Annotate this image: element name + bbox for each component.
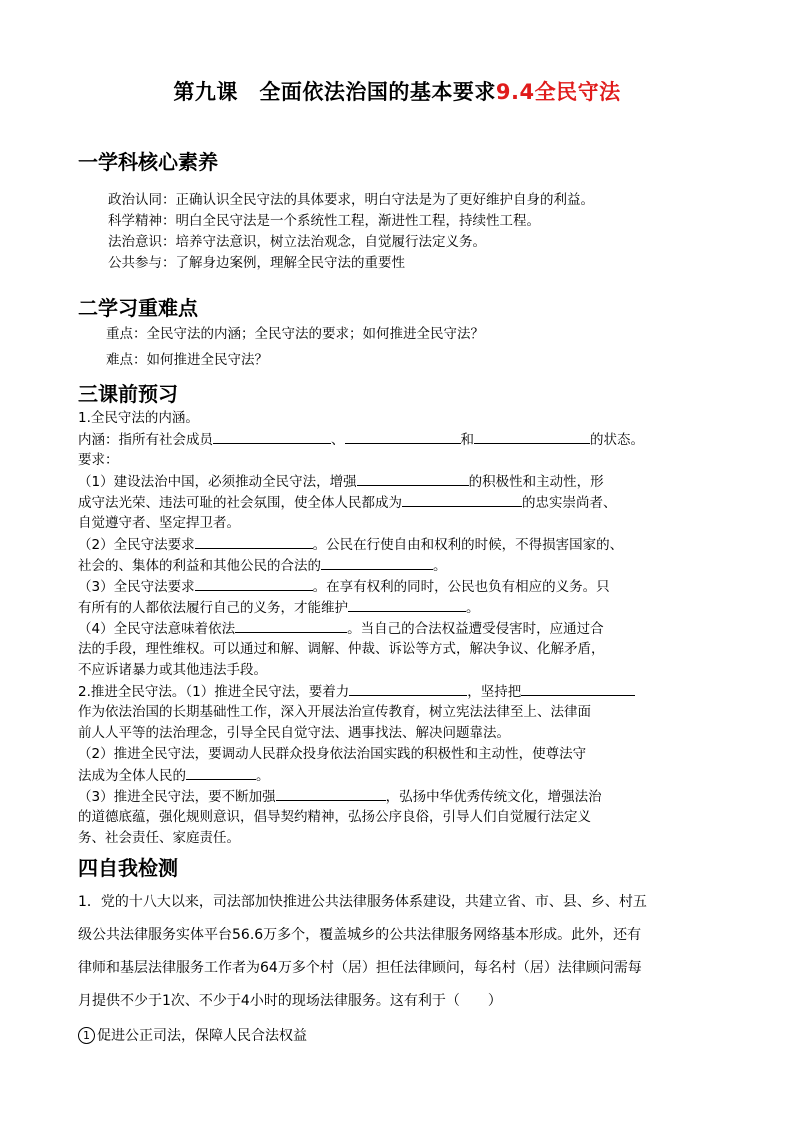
q1-definition: 内涵：指所有社会成员 、 和 的状态。 bbox=[78, 429, 644, 451]
difficult-points: 难点：如何推进全民守法？ bbox=[106, 352, 268, 368]
q2-line: 前人人平等的法治理念，引导全民自觉守法、遇事找法、解决问题靠法。 bbox=[78, 725, 510, 741]
requirement-3: （3）全民守法要求 。在享有权利的同时，公民也负有相应的义务。只 bbox=[78, 576, 610, 598]
key-points: 重点：全民守法的内涵；全民守法的要求；如何推进全民守法？ bbox=[106, 326, 484, 342]
section1-heading: 一学科核心素养 bbox=[78, 150, 218, 174]
circled-number-1: 1 bbox=[78, 1027, 95, 1044]
q2-line: 的道德底蕴，强化规则意识，倡导契约精神，弘扬公序良俗，引导人们自觉履行法定义 bbox=[78, 809, 591, 825]
question-line: 律师和基层法律服务工作者为64万多个村（居）担任法律顾问，每名村（居）法律顾问需每 bbox=[78, 960, 642, 976]
fill-blank[interactable] bbox=[357, 471, 469, 486]
fill-blank[interactable] bbox=[213, 429, 331, 444]
title-main: 第九课 全面依法治国的基本要求 bbox=[173, 80, 496, 104]
q2-line: （3）推进全民守法，要不断加强 ，弘扬中华优秀传统文化，增强法治 bbox=[78, 786, 602, 808]
requirement-4-end: 不应诉诸暴力或其他违法手段。 bbox=[78, 662, 267, 678]
fill-blank[interactable] bbox=[521, 681, 635, 696]
fill-blank[interactable] bbox=[321, 555, 433, 570]
literacy-line: 公共参与：了解身边案例，理解全民守法的重要性 bbox=[108, 255, 405, 271]
question-line: 月提供不少于1次、不少于4小时的现场法律服务。这有利于（ ） bbox=[78, 993, 502, 1009]
question-line: 1．党的十八大以来，司法部加快推进公共法律服务体系建设，共建立省、市、县、乡、村五 bbox=[78, 894, 647, 910]
question-line: 级公共法律服务实体平台56.6万多个，覆盖城乡的公共法律服务网络基本形成。此外，还有 bbox=[78, 927, 642, 943]
requirement-3-cont: 有所有的人都依法履行自己的义务，才能维护 。 bbox=[78, 597, 480, 619]
fill-blank[interactable] bbox=[348, 597, 466, 612]
requirement-2: （2）全民守法要求 。公民在行使自由和权利的时候，不得损害国家的、 bbox=[78, 534, 623, 556]
q2-line: 法成为全体人民的 。 bbox=[78, 765, 270, 787]
requirement-4-cont: 法的手段，理性维权。可以通过和解、调解、仲裁、诉讼等方式，解决争议、化解矛盾， bbox=[78, 641, 605, 657]
q2-line: 作为依法治国的长期基础性工作，深入开展法治宣传教育，树立宪法法律至上、法律面 bbox=[78, 704, 591, 720]
requirement-4: （4）全民守法意味着依法 。当自己的合法权益遭受侵害时，应通过合 bbox=[78, 618, 604, 640]
fill-blank[interactable] bbox=[349, 681, 467, 696]
q2-line: 务、社会责任、家庭责任。 bbox=[78, 830, 240, 846]
fill-blank[interactable] bbox=[186, 765, 256, 780]
requirement-1: （1）建设法治中国，必须推动全民守法，增强 的积极性和主动性，形 bbox=[78, 471, 604, 493]
fill-blank[interactable] bbox=[195, 576, 313, 591]
literacy-line: 政治认同：正确认识全民守法的具体要求，明白守法是为了更好维护自身的利益。 bbox=[108, 192, 594, 208]
page-title bbox=[0, 76, 794, 106]
q2-line: （2）推进全民守法，要调动人民群众投身依法治国实践的积极性和主动性，使尊法守 bbox=[78, 746, 587, 762]
q1-requirement-label: 要求： bbox=[78, 452, 119, 468]
fill-blank[interactable] bbox=[402, 492, 522, 507]
answer-option-1[interactable]: 1 促进公正司法，保障人民合法权益 bbox=[78, 1026, 307, 1046]
requirement-1-cont: 成守法光荣、违法可耻的社会氛围，使全体人民都成为 的忠实崇尚者、 bbox=[78, 492, 617, 514]
section2-heading: 二学习重难点 bbox=[78, 296, 198, 320]
requirement-1-end: 自觉遵守者、坚定捍卫者。 bbox=[78, 515, 240, 531]
q1-title: 1.全民守法的内涵。 bbox=[78, 410, 199, 426]
literacy-line: 法治意识：培养守法意识，树立法治观念，自觉履行法定义务。 bbox=[108, 234, 486, 250]
fill-blank[interactable] bbox=[276, 786, 386, 801]
fill-blank[interactable] bbox=[345, 429, 461, 444]
title-highlight: 9.4全民守法 bbox=[495, 80, 621, 104]
fill-blank[interactable] bbox=[195, 534, 313, 549]
section3-heading: 三课前预习 bbox=[78, 382, 178, 406]
requirement-2-cont: 社会的、集体的利益和其他公民的合法的 。 bbox=[78, 555, 447, 577]
fill-blank[interactable] bbox=[235, 618, 347, 633]
q2-line: 2.推进全民守法。（1）推进全民守法，要着力 ，坚持把 bbox=[78, 681, 635, 703]
section4-heading: 四自我检测 bbox=[78, 856, 178, 880]
literacy-line: 科学精神：明白全民守法是一个系统性工程，渐进性工程，持续性工程。 bbox=[108, 213, 540, 229]
fill-blank[interactable] bbox=[474, 429, 590, 444]
